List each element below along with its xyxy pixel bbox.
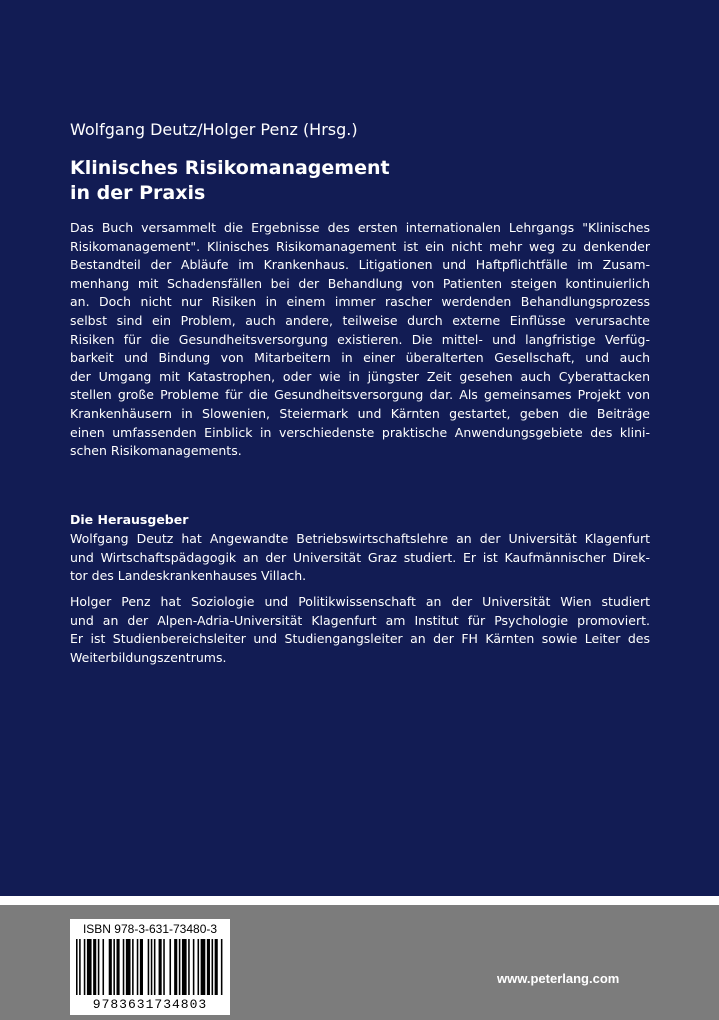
bio-line: Weiterbildungszentrums. xyxy=(70,649,227,665)
editors: Wolfgang Deutz/Holger Penz (Hrsg.) xyxy=(70,120,358,139)
barcode-bar xyxy=(179,939,181,995)
bio-heading: Die Herausgeber xyxy=(70,512,189,527)
description-line: menhang mit Schadensfällen bei der Behandlung von Patienten steigen kontinuierlich xyxy=(70,275,650,291)
bio-line: Wolfgang Deutz hat Angewandte Betriebswirtschaftslehre an der Universität Klagenfurt xyxy=(70,531,650,546)
title-line: Klinisches Risikomanagement xyxy=(70,157,390,179)
barcode-bar xyxy=(182,939,187,995)
ean-digits: 9783631734803 xyxy=(92,997,208,1012)
bio-line: und Wirtschaftspädagogik an der Universität Graz studiert. Er ist Kaufmännischer Direk- xyxy=(70,549,650,565)
publisher-url: www.peterlang.com xyxy=(497,971,620,986)
description-line: schen Risikomanagements. xyxy=(70,443,242,459)
bio-line: Holger Penz hat Soziologie und Politikwissenschaft an der Universität Wien studiert xyxy=(70,594,650,609)
bio-line: Er ist Studienbereichsleiter und Studiengangsleiter an der FH Kärnten sowie Leiter des xyxy=(70,631,650,647)
isbn-label: ISBN 978-3-631-73480-3 xyxy=(82,922,218,936)
barcode-bar xyxy=(98,939,100,995)
barcode-bar xyxy=(117,939,120,995)
description-line: Risiken für die Gesundheitsversorgung existieren. Die mittel- und langfristige Verfüg- xyxy=(70,331,650,347)
bio-holger-penz xyxy=(70,593,650,667)
barcode-bar xyxy=(137,939,139,995)
description-line: Das Buch versammelt die Ergebnisse des ersten internationalen Lehrgangs "Klinisches xyxy=(70,220,650,235)
description-line: selbst sind ein Problem, auch andere, teilweise durch externe Einflüsse verursachte xyxy=(70,312,650,328)
title-line: in der Praxis xyxy=(70,182,206,204)
barcode-bar xyxy=(193,939,195,995)
barcode-bar xyxy=(102,939,104,995)
barcode-bar xyxy=(132,939,134,995)
barcode-bar xyxy=(109,939,112,995)
barcode-bar xyxy=(84,939,86,995)
barcode-bar xyxy=(154,939,156,995)
barcode-bar xyxy=(169,939,171,995)
barcode-bar xyxy=(148,939,150,995)
bio-wolfgang-deutz xyxy=(70,530,650,586)
barcode-bar xyxy=(212,939,214,995)
barcode-bar xyxy=(159,939,162,995)
barcode-bar xyxy=(215,939,218,995)
bio-line: und an der Alpen-Adria-Universität Klagenfurt am Institut für Psychologie promoviert. xyxy=(70,612,650,628)
barcode-bar xyxy=(163,939,165,995)
description-line: Bestandteil der Abläufe im Krankenhaus. Litigationen und Haftpflichtfälle im Zusam- xyxy=(70,257,650,273)
description-line: Risikomanagement". Klinisches Risikomanagement ist ein nicht mehr weg zu denkender xyxy=(70,238,650,254)
description-line: der Umgang mit Katastrophen, oder wie in jüngster Zeit gesehen auch Cyberattacken xyxy=(70,368,650,384)
barcode-bar xyxy=(79,939,81,995)
barcode-bar xyxy=(87,939,92,995)
barcode-bar xyxy=(207,939,210,995)
description-line: stellen große Probleme für die Gesundheitsversorgung dar. Als gemeinsames Projekt von xyxy=(70,387,650,403)
description-line: einen umfassenden Einblick in verschiedenste praktische Anwendungsgebiete des klini- xyxy=(70,424,650,440)
book-title xyxy=(70,156,390,206)
description-line: Krankenhäusern in Slowenien, Steiermark und Kärnten gestartet, geben die Beiträge xyxy=(70,405,650,421)
barcode-bar xyxy=(140,939,143,995)
barcode-bar xyxy=(174,939,177,995)
description-line: an. Doch nicht nur Risiken in einem immer rascher werdenden Behandlungsprozess xyxy=(70,294,650,310)
barcode-bar xyxy=(123,939,125,995)
barcode-bar xyxy=(188,939,190,995)
isbn-barcode-box xyxy=(70,919,230,1015)
barcode-bar xyxy=(201,939,206,995)
barcode-bar xyxy=(113,939,115,995)
barcode-image xyxy=(76,939,224,995)
book-description xyxy=(70,219,650,461)
barcode-bar xyxy=(76,939,78,995)
barcode-bar xyxy=(221,939,223,995)
barcode-bar xyxy=(151,939,153,995)
barcode-bar xyxy=(93,939,96,995)
bio-line: tor des Landeskrankenhauses Villach. xyxy=(70,568,307,584)
barcode-bar xyxy=(126,939,131,995)
barcode-bar xyxy=(198,939,200,995)
description-line: barkeit und Bindung von Mitarbeitern in einer überalterten Gesellschaft, und auch xyxy=(70,350,650,366)
